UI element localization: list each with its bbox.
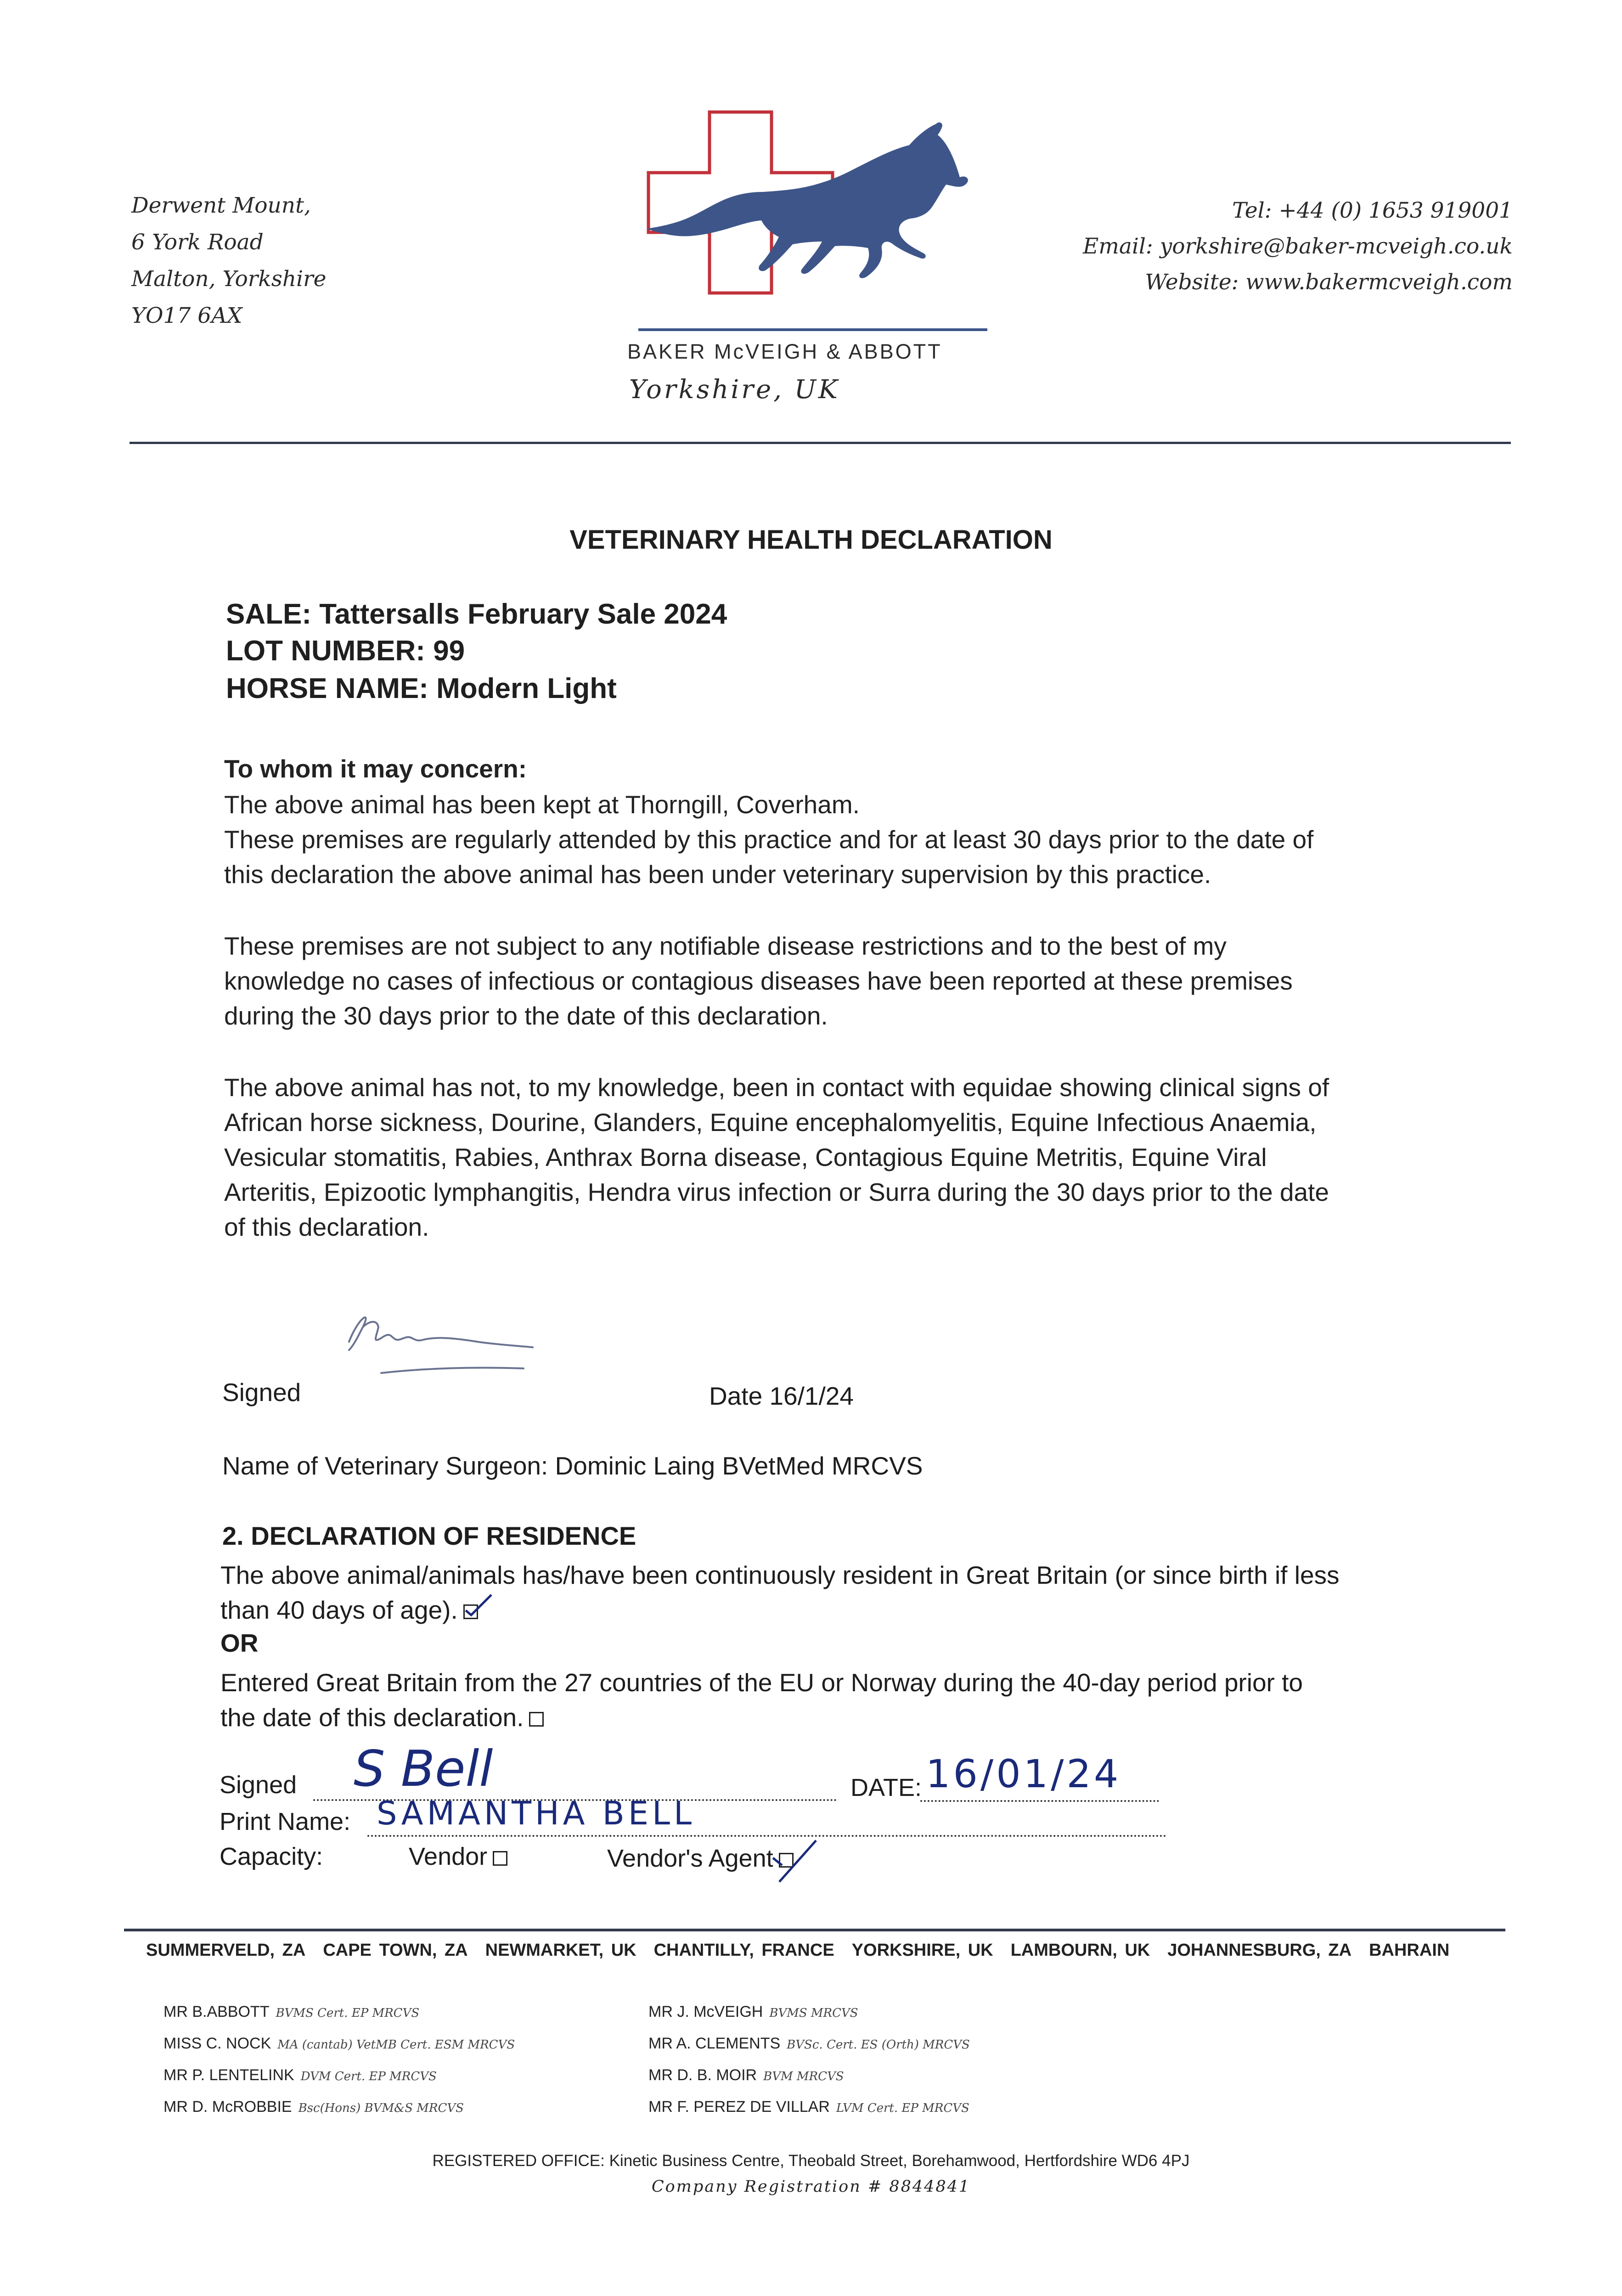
office-5: YORKSHIRE, UK xyxy=(851,1941,993,1960)
owner-date-label: DATE: xyxy=(850,1774,922,1801)
partners-left xyxy=(163,1997,515,2123)
partner-name: MR P. LENTELINK xyxy=(163,2066,294,2084)
partner-entry xyxy=(648,1997,970,2028)
office-1: SUMMERVELD, ZA xyxy=(146,1941,306,1960)
practice-logo xyxy=(638,108,987,338)
partner-name: MR D. B. MOIR xyxy=(648,2066,757,2084)
option1-line-1: The above animal/animals has/have been continuously resident in Great Britain (or since birth if less xyxy=(220,1561,1340,1589)
partner-quals: BVMS Cert. EP MRCVS xyxy=(276,2006,420,2020)
brand-name: BAKER McVEIGH & ABBOTT xyxy=(627,340,942,363)
registered-office: REGISTERED OFFICE: Kinetic Business Centre, Theobald Street, Borehamwood, Hertfordshire WD6 4PJ xyxy=(432,2152,1190,2170)
p2-line-3: during the 30 days prior to the date of this declaration. xyxy=(224,1002,828,1030)
partner-name: MISS C. NOCK xyxy=(163,2035,271,2052)
address-line-4: YO17 6AX xyxy=(131,303,242,328)
partner-quals: MA (cantab) VetMB Cert. ESM MRCVS xyxy=(277,2038,515,2052)
option2-checkbox[interactable] xyxy=(529,1712,544,1727)
p1-line-3: this declaration the above animal has been under veterinary supervision by this practice. xyxy=(224,860,1211,889)
partner-name: MR B.ABBOTT xyxy=(163,2003,270,2020)
horse-name-line: HORSE NAME: Modern Light xyxy=(226,673,617,704)
lot-number-line: LOT NUMBER: 99 xyxy=(226,635,465,667)
vendor-option xyxy=(409,1842,507,1871)
owner-signed-label: Signed xyxy=(220,1771,297,1799)
partner-name: MR F. PEREZ DE VILLAR xyxy=(648,2098,830,2116)
p2-line-2: knowledge no cases of infectious or contagious diseases have been reported at these premises xyxy=(224,967,1293,995)
option2-line-1: Entered Great Britain from the 27 countries of the EU or Norway during the 40-day period prior to xyxy=(220,1668,1303,1697)
p1-line-2: These premises are regularly attended by this practice and for at least 30 days prior to the date of xyxy=(224,825,1314,854)
partner-entry xyxy=(163,2092,515,2123)
or-label: OR xyxy=(220,1629,259,1657)
print-name-dotted-line xyxy=(367,1835,1166,1837)
option2-line-2: the date of this declaration. xyxy=(220,1703,524,1732)
partners-right xyxy=(648,1997,970,2123)
vet-name: Name of Veterinary Surgeon: Dominic Laing BVetMed MRCVS xyxy=(222,1452,923,1480)
partner-name: MR J. McVEIGH xyxy=(648,2003,763,2020)
owner-signature: S Bell xyxy=(354,1740,493,1798)
website: Website: www.bakermcveigh.com xyxy=(1145,270,1513,295)
address-line-2: 6 York Road xyxy=(131,230,264,255)
p2-line-1: These premises are not subject to any notifiable disease restrictions and to the best of my xyxy=(224,932,1227,960)
paragraph-2 xyxy=(224,929,1293,1033)
office-7: JOHANNESBURG, ZA xyxy=(1167,1941,1352,1960)
brand-location: Yorkshire, UK xyxy=(629,375,840,405)
p3-line-1: The above animal has not, to my knowledge, been in contact with equidae showing clinical signs of xyxy=(224,1073,1329,1102)
address-line-1: Derwent Mount, xyxy=(131,193,311,218)
checkmark-icon xyxy=(462,1592,494,1620)
partner-name: MR A. CLEMENTS xyxy=(648,2035,781,2052)
company-registration: Company Registration # 8844841 xyxy=(651,2178,971,2196)
print-name-label: Print Name: xyxy=(220,1808,351,1835)
p1-line-1: The above animal has been kept at Thorngill, Coverham. xyxy=(224,790,860,819)
vet-date: Date 16/1/24 xyxy=(709,1382,854,1410)
p3-line-2: African horse sickness, Dourine, Glanders, Equine encephalomyelitis, Equine Infectious Anaemia, xyxy=(224,1108,1317,1137)
partner-name: MR D. McROBBIE xyxy=(163,2098,292,2116)
p3-line-4: Arteritis, Epizootic lymphangitis, Hendra virus infection or Surra during the 30 days prior to the date xyxy=(224,1178,1329,1206)
print-name-value: SAMANTHA BELL xyxy=(377,1795,696,1832)
partner-entry xyxy=(648,2092,970,2123)
email: Email: yorkshire@baker-mcveigh.co.uk xyxy=(1082,234,1513,259)
partner-entry xyxy=(648,2028,970,2060)
office-4: CHANTILLY, FRANCE xyxy=(653,1941,834,1960)
partner-quals: Bsc(Hons) BVM&S MRCVS xyxy=(298,2101,464,2115)
residence-option-2 xyxy=(220,1665,1303,1735)
owner-date-value: 16/01/24 xyxy=(926,1751,1121,1796)
office-locations xyxy=(146,1941,1467,1960)
document-title: VETERINARY HEALTH DECLARATION xyxy=(569,525,1053,555)
vendor-agent-checkbox[interactable] xyxy=(779,1853,794,1868)
partner-entry xyxy=(648,2060,970,2092)
salutation: To whom it may concern: xyxy=(224,754,527,783)
partner-quals: BVM MRCVS xyxy=(763,2070,844,2083)
paragraph-3 xyxy=(224,1070,1329,1244)
vendor-checkbox[interactable] xyxy=(493,1851,507,1866)
partner-quals: BVMS MRCVS xyxy=(769,2006,858,2020)
office-2: CAPE TOWN, ZA xyxy=(323,1941,468,1960)
contact-block xyxy=(1083,193,1513,300)
p3-line-5: of this declaration. xyxy=(224,1213,429,1241)
partner-quals: BVSc. Cert. ES (Orth) MRCVS xyxy=(787,2038,970,2052)
capacity-label: Capacity: xyxy=(220,1843,323,1870)
sale-line: SALE: Tattersalls February Sale 2024 xyxy=(226,598,727,630)
partner-quals: LVM Cert. EP MRCVS xyxy=(836,2101,969,2115)
partner-entry xyxy=(163,2028,515,2060)
horse-icon xyxy=(647,123,968,278)
footer-divider xyxy=(124,1929,1505,1931)
option1-checkbox[interactable] xyxy=(463,1604,478,1619)
practice-address xyxy=(131,187,326,334)
vendor-agent-label: Vendor's Agent xyxy=(607,1845,773,1872)
telephone: Tel: +44 (0) 1653 919001 xyxy=(1232,198,1513,223)
partner-quals: DVM Cert. EP MRCVS xyxy=(300,2070,437,2083)
date-dotted-line xyxy=(920,1800,1159,1802)
office-8: BAHRAIN xyxy=(1369,1941,1450,1960)
header-divider xyxy=(130,442,1511,444)
p3-line-3: Vesicular stomatitis, Rabies, Anthrax Borna disease, Contagious Equine Metritis, Equine Viral xyxy=(224,1143,1267,1171)
vet-signed-label: Signed xyxy=(222,1378,301,1407)
address-line-3: Malton, Yorkshire xyxy=(131,266,327,292)
paragraph-1 xyxy=(224,787,1313,892)
residence-option-1 xyxy=(220,1558,1340,1627)
option1-line-2: than 40 days of age). xyxy=(220,1596,458,1624)
office-6: LAMBOURN, UK xyxy=(1010,1941,1150,1960)
office-3: NEWMARKET, UK xyxy=(485,1941,636,1960)
vendor-agent-option xyxy=(607,1844,794,1873)
residence-heading: 2. DECLARATION OF RESIDENCE xyxy=(222,1521,636,1550)
vendor-label: Vendor xyxy=(409,1843,488,1870)
partner-entry xyxy=(163,1997,515,2028)
partner-entry xyxy=(163,2060,515,2092)
checkmark-icon xyxy=(770,1838,821,1888)
vet-signature xyxy=(331,1300,551,1382)
